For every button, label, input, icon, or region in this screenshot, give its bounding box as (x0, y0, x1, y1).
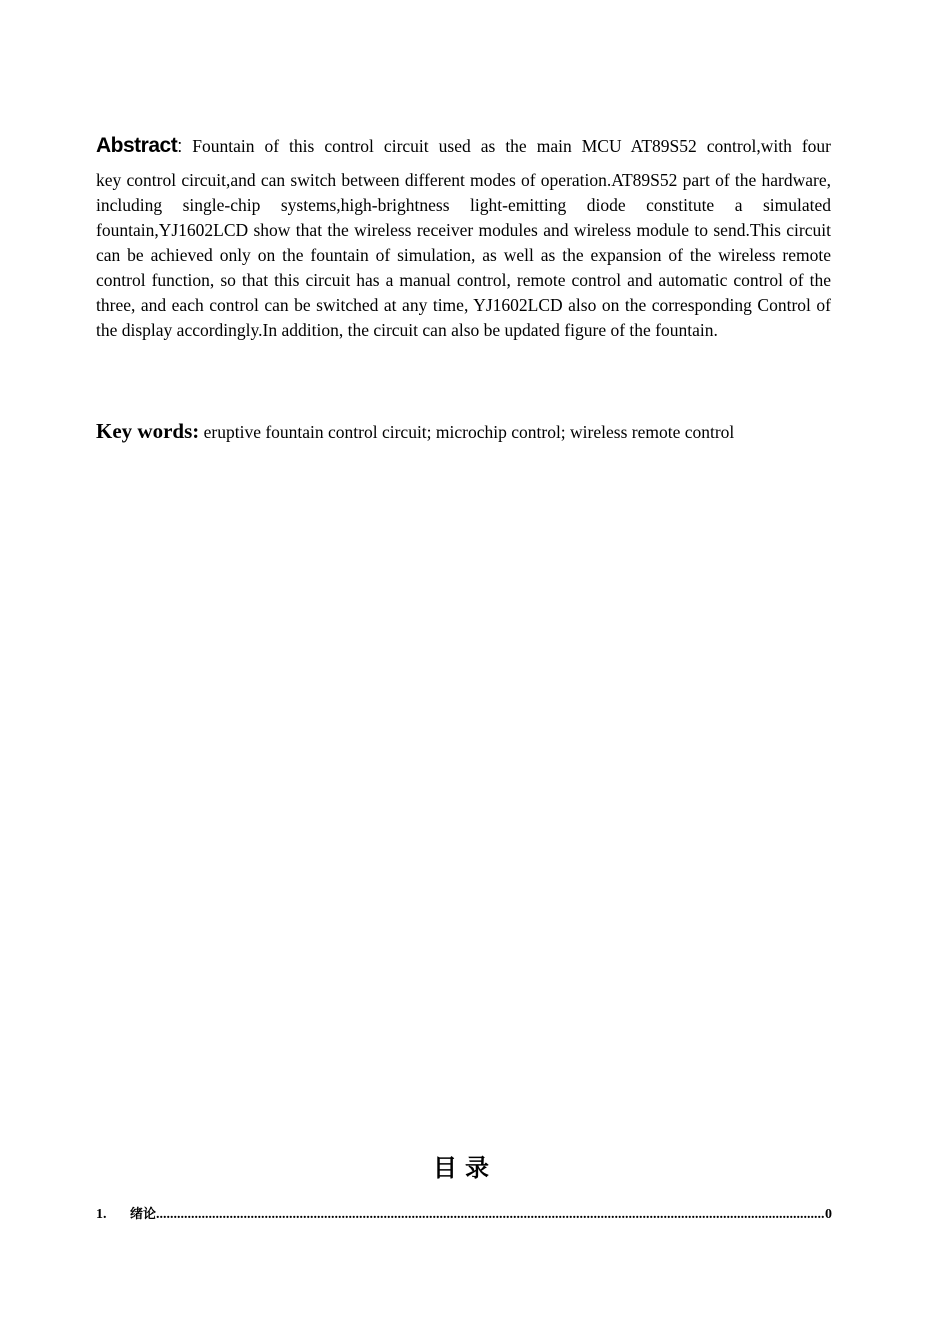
keywords-text: eruptive fountain control circuit; microchip control; wireless remote control (199, 422, 735, 442)
abstract-colon: : (177, 136, 183, 156)
toc-entry-title: 绪论 (130, 1207, 157, 1222)
toc-dot-leader (156, 1207, 825, 1223)
keywords-label: Key words: (96, 419, 200, 443)
toc-title: 目录 (433, 1154, 497, 1182)
toc-entry-number: 1. (96, 1207, 107, 1222)
keywords-line (96, 416, 856, 447)
toc-entry-page: 0 (825, 1207, 832, 1222)
abstract-section (96, 132, 831, 343)
toc-entry[interactable] (96, 1203, 832, 1223)
abstract-body: key control circuit,and can switch between different modes of operation.AT89S52 part of the hardware, including single-chip systems,high-brightness light-emitting diode constitute a simulated fountain,YJ1602LCD show that the wireless receiver modules and wireless module to send.This circuit can be achieved only on the fountain of simulation, as well as the expansion of the wireless remote control function, so that this circuit has a manual control, remote control and automatic control of the three, and each control can be switched at any time, YJ1602LCD also on the corresponding Control of the display accordingly.In addition, the circuit can also be updated figure of the fountain. (96, 170, 831, 340)
abstract-first-line-text: Fountain of this control circuit used as the main MCU AT89S52 control,with four (182, 136, 831, 156)
abstract-label: Abstract (96, 134, 178, 157)
abstract-first-line (96, 132, 831, 160)
